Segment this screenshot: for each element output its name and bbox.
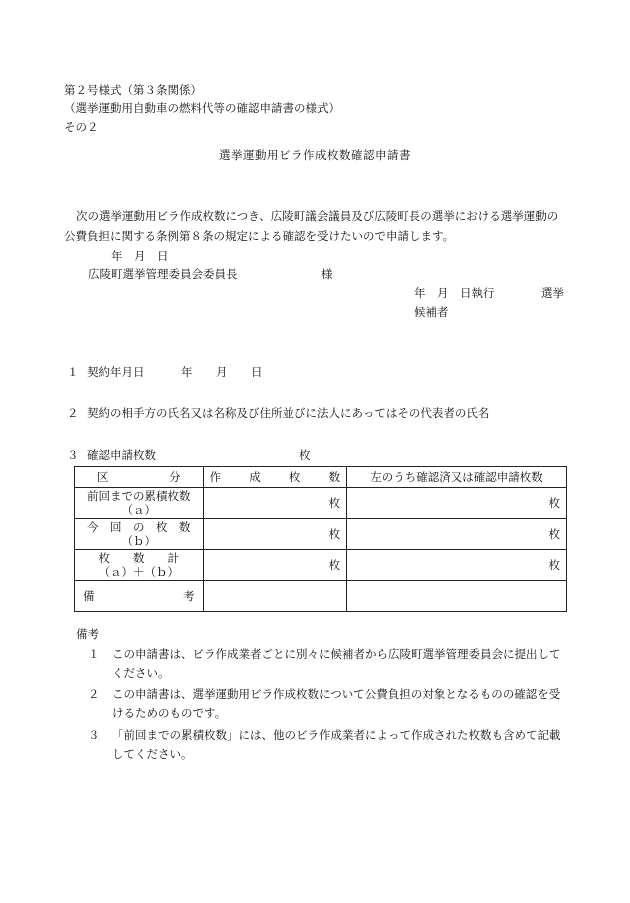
item-3-number: ３ <box>67 448 79 462</box>
row-current-line-1: 今 回 の 枚 数 <box>87 520 191 534</box>
row-cumulative-line-2: （ａ） <box>121 503 157 517</box>
form-number: 第２号様式（第３条関係） <box>64 83 202 97</box>
row-cumulative-confirmed[interactable]: 枚 <box>347 488 567 519</box>
item-3-label: 確認申請枚数 <box>87 448 156 462</box>
header-sakusei-char-4: 数 <box>328 470 341 484</box>
notes-heading: 備考 <box>76 627 99 641</box>
item-1-day: 日 <box>251 365 263 379</box>
row-remarks-label <box>75 581 204 612</box>
table-row <box>75 581 567 612</box>
item-2-label: 契約の相手方の氏名又は名称及び住所並びに法人にあってはその代表者の氏名 <box>87 406 490 420</box>
header-sakusei-char-1: 作 <box>209 470 222 484</box>
item-1-number: １ <box>67 365 79 379</box>
table-header-row <box>75 467 567 488</box>
item-1-month: 月 <box>216 365 228 379</box>
row-remarks-confirmed[interactable] <box>347 581 567 612</box>
remarks-char-1: 備 <box>83 589 95 603</box>
row-current-created[interactable]: 枚 <box>203 519 347 550</box>
note-3-text: 「前回までの累積枚数」には、他のビラ作成業者によって作成された枚数も含めて記載してください。 <box>112 728 561 761</box>
header-kubun-char-2: 分 <box>169 470 181 484</box>
page-title: 選挙運動用ビラ作成枚数確認申請書 <box>219 148 411 162</box>
note-1 <box>88 645 568 683</box>
application-date: 年 月 日 <box>111 249 169 263</box>
note-2 <box>88 685 568 723</box>
note-1-text: この申請書は、ビラ作成業者ごとに別々に候補者から広陵町選挙管理委員会に提出してください。 <box>112 647 561 680</box>
table-row <box>75 519 567 550</box>
form-part: その２ <box>64 120 99 134</box>
row-current-label <box>75 519 204 550</box>
header-sakusei <box>203 467 347 488</box>
row-total-line-2: （ａ）＋（ｂ） <box>98 565 180 579</box>
note-3-number: ３ <box>88 728 100 742</box>
row-cumulative-line-1: 前回までの累積枚数 <box>87 489 191 503</box>
body-line-2: 公費負担に関する条例第８条の規定による確認を受けたいので申請します。 <box>64 229 455 243</box>
row-cumulative-created[interactable]: 枚 <box>203 488 347 519</box>
candidate-label: 候補者 <box>414 305 449 319</box>
note-2-text: この申請書は、選挙運動用ビラ作成枚数について公費負担の対象となるものの確認を受けるためのものです。 <box>112 687 561 720</box>
addressee-honorific: 様 <box>321 267 333 281</box>
item-1-year: 年 <box>181 365 193 379</box>
header-kakunin: 左のうち確認済又は確認申請枚数 <box>347 467 567 488</box>
remarks-char-2: 考 <box>183 589 195 603</box>
table-row <box>75 488 567 519</box>
item-3-unit: 枚 <box>299 448 311 462</box>
note-3 <box>88 726 568 764</box>
header-kubun <box>75 467 204 488</box>
addressee: 広陵町選挙管理委員会委員長 <box>88 267 238 281</box>
row-current-line-2: （ｂ） <box>121 534 157 548</box>
note-2-number: ２ <box>88 687 100 701</box>
row-total-created[interactable]: 枚 <box>203 550 347 581</box>
row-current-confirmed[interactable]: 枚 <box>347 519 567 550</box>
form-subtitle: （選挙運動用自動車の燃料代等の確認申請書の様式） <box>64 101 340 115</box>
row-total-confirmed[interactable]: 枚 <box>347 550 567 581</box>
row-remarks-created[interactable] <box>203 581 347 612</box>
body-line-1: 次の選挙運動用ビラ作成枚数につき、広陵町議会議員及び広陵町長の選挙における選挙運動の <box>76 209 559 223</box>
header-sakusei-char-2: 成 <box>249 470 261 484</box>
item-2-number: ２ <box>67 406 79 420</box>
election-date: 年 月 日執行 <box>414 286 495 300</box>
row-total-line-1: 枚 数 計 <box>98 551 180 565</box>
header-kubun-char-1: 区 <box>97 470 109 484</box>
application-table <box>74 466 567 612</box>
item-1-label: 契約年月日 <box>87 365 145 379</box>
table-row <box>75 550 567 581</box>
row-cumulative-label <box>75 488 204 519</box>
election-name: 選挙 <box>541 286 564 300</box>
note-1-number: １ <box>88 647 100 661</box>
row-total-label <box>75 550 204 581</box>
header-sakusei-char-3: 枚 <box>288 470 301 484</box>
